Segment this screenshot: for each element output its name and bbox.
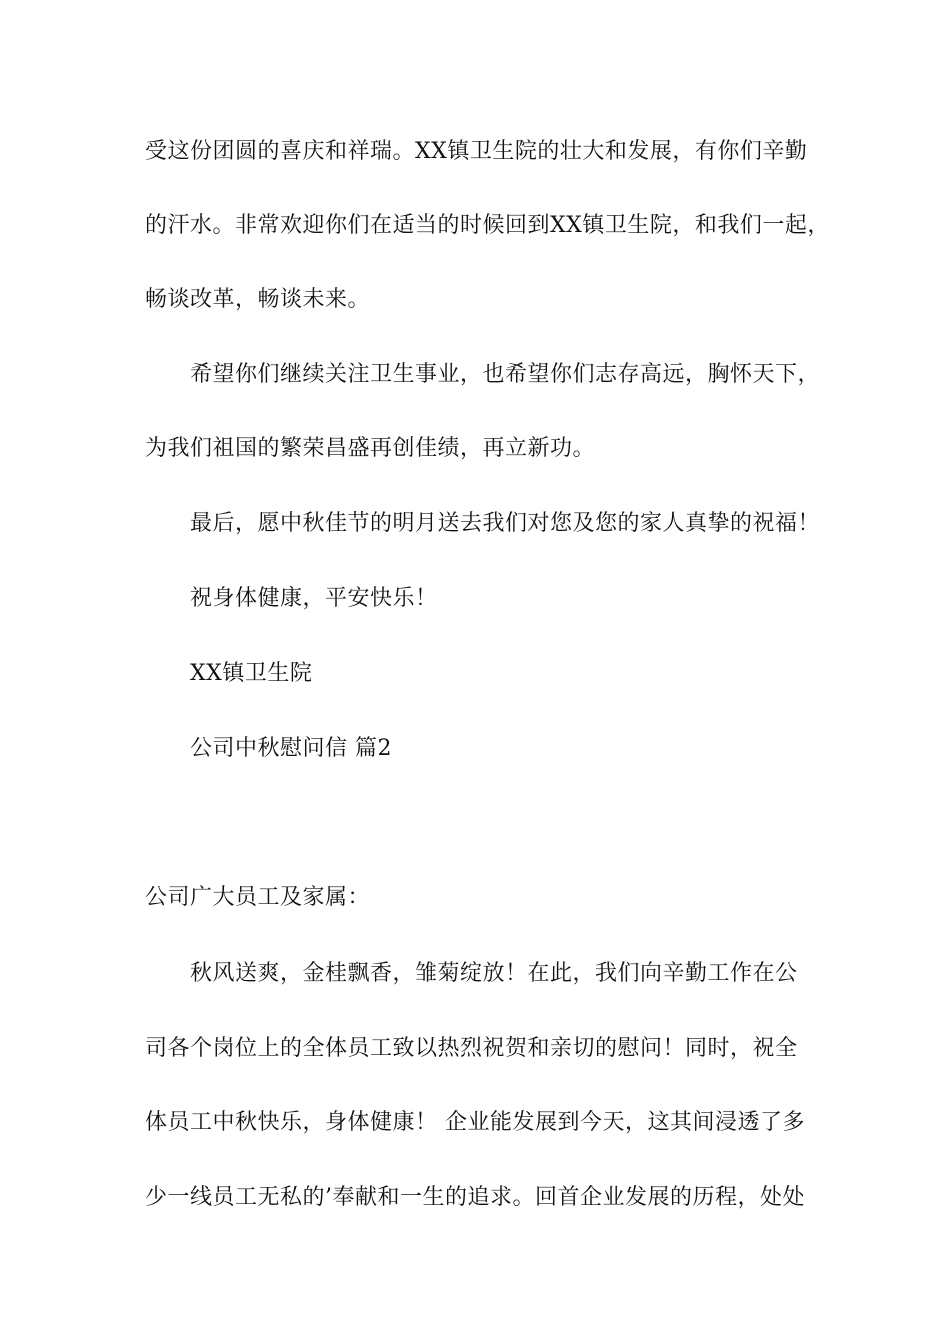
paragraph-line: 畅谈改革，畅谈未来。 — [145, 287, 371, 312]
paragraph-line: 司各个岗位上的全体员工致以热烈祝贺和亲切的慰问！同时，祝全 — [145, 1036, 798, 1061]
salutation-line: 公司广大员工及家属： — [145, 885, 371, 910]
paragraph-line: 希望你们继续关注卫生事业，也希望你们志存高远，胸怀天下， — [190, 362, 821, 387]
paragraph-line: 祝身体健康，平安快乐！ — [190, 586, 438, 611]
paragraph-line: 秋风送爽，金桂飘香，雏菊绽放！在此，我们向辛勤工作在公 — [190, 961, 798, 986]
paragraph-line: 的汗水。非常欢迎你们在适当的时候回到XX镇卫生院，和我们一起， — [145, 213, 830, 238]
paragraph-line: 少一线员工无私的’奉献和一生的追求。回首企业发展的历程，处处 — [145, 1185, 805, 1210]
paragraph-line: 体员工中秋快乐，身体健康！ 企业能发展到今天，这其间浸透了多 — [145, 1110, 805, 1135]
paragraph-line: 为我们祖国的繁荣昌盛再创佳绩，再立新功。 — [145, 436, 596, 461]
paragraph-line: 最后，愿中秋佳节的明月送去我们对您及您的家人真挚的祝福！ — [190, 511, 821, 536]
signature-line: XX镇卫生院 — [190, 661, 313, 686]
section-heading: 公司中秋慰问信 篇2 — [190, 736, 392, 761]
paragraph-line: 受这份团圆的喜庆和祥瑞。XX镇卫生院的壮大和发展，有你们辛勤 — [145, 139, 808, 164]
